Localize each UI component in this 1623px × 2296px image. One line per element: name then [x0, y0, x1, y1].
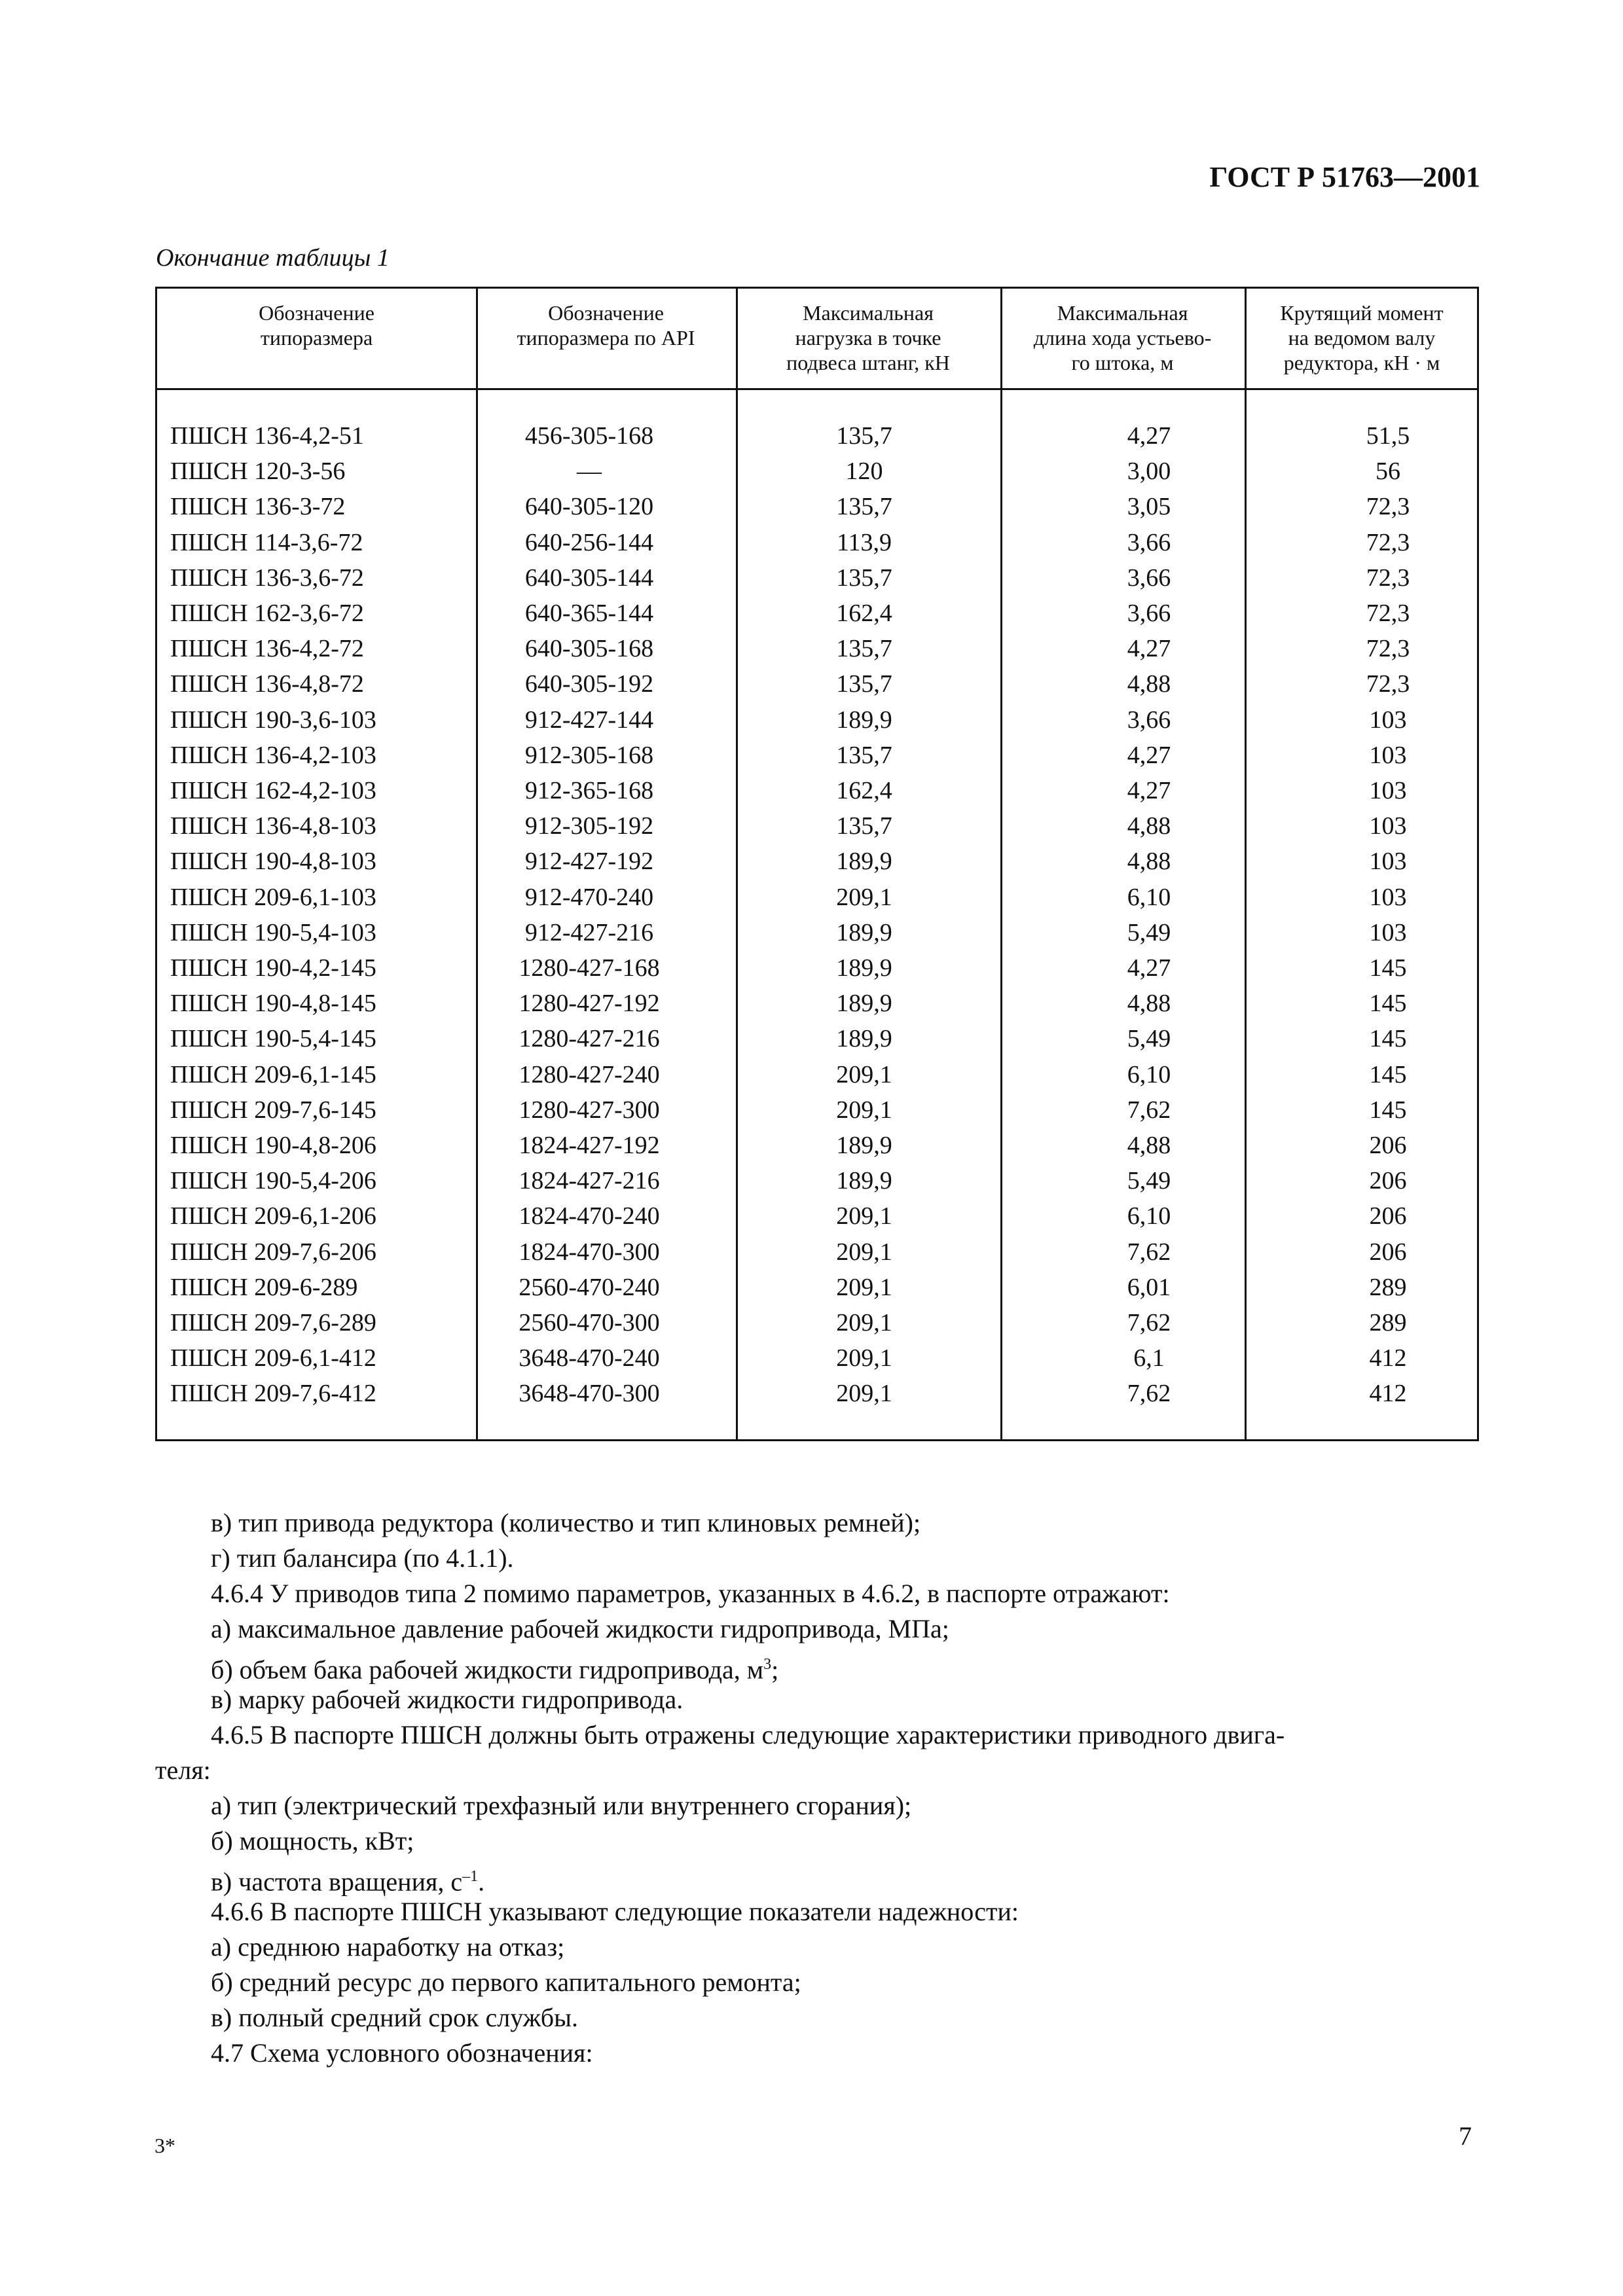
table-cell: 189,9	[836, 990, 892, 1018]
table-row	[157, 773, 1477, 808]
table-row	[157, 950, 1477, 986]
table-cell: ПШСН 136-4,2-72	[170, 635, 364, 663]
table-row	[157, 1057, 1477, 1092]
table-cell: 103	[1369, 706, 1407, 734]
table-cell: 6,1	[1133, 1344, 1165, 1372]
table-cell: 1280-427-300	[519, 1096, 660, 1124]
table-cell: ПШСН 162-4,2-103	[170, 777, 376, 804]
table-cell: 135,7	[836, 564, 892, 592]
paragraph: теля:	[155, 1755, 211, 1785]
table-cell: 5,49	[1127, 1025, 1171, 1053]
table-cell: 3,05	[1127, 493, 1171, 521]
table-cell: 72,3	[1366, 564, 1410, 592]
table-cell: 3648-470-240	[519, 1344, 660, 1372]
table-cell: 4,27	[1127, 954, 1171, 982]
table-row	[157, 1163, 1477, 1198]
paragraph: 4.6.4 У приводов типа 2 помимо параметров, указанных в 4.6.2, в паспорте отражают:	[211, 1579, 1170, 1608]
table-cell: ПШСН 120-3-56	[170, 457, 346, 486]
table-cell: 189,9	[836, 848, 892, 876]
table-row	[157, 1198, 1477, 1234]
table-cell: 206	[1369, 1167, 1407, 1195]
header-cell: Максимальная нагрузка в точке подвеса штанг, кН	[786, 301, 950, 374]
header-cell: Крутящий момент на ведомом валу редуктора, кН · м	[1280, 301, 1444, 374]
table-cell: 4,27	[1127, 422, 1171, 450]
paragraph: в) марку рабочей жидкости гидропривода.	[211, 1685, 684, 1714]
paragraph: б) средний ресурс до первого капитального ремонта;	[211, 1967, 801, 1997]
table-cell: 6,10	[1127, 883, 1171, 911]
table-cell: 72,3	[1366, 635, 1410, 663]
table-cell: ПШСН 190-4,8-145	[170, 990, 376, 1018]
superscript: 3	[763, 1656, 772, 1673]
table-cell: ПШСН 190-5,4-206	[170, 1167, 376, 1195]
table-row	[157, 1305, 1477, 1340]
paragraph-text: в) частота вращения, с	[211, 1867, 463, 1897]
table-cell: 103	[1369, 777, 1407, 804]
table-row	[157, 666, 1477, 702]
table-cell: ПШСН 136-4,2-51	[170, 422, 364, 450]
table-cell: 1824-427-216	[519, 1167, 660, 1195]
table-cell: 56	[1376, 457, 1400, 486]
table-cell: 189,9	[836, 1167, 892, 1195]
table-cell: 456-305-168	[524, 422, 654, 450]
table-cell: 3648-470-300	[519, 1380, 660, 1408]
table-cell: 209,1	[836, 1096, 892, 1124]
table-cell: 189,9	[836, 1025, 892, 1053]
table-cell: 103	[1369, 918, 1407, 946]
table-cell: 4,88	[1127, 812, 1171, 840]
table-cell: ПШСН 209-6,1-412	[170, 1344, 376, 1372]
table-cell: 289	[1369, 1273, 1407, 1301]
table-cell: 113,9	[836, 528, 892, 556]
table-cell: 1824-427-192	[519, 1132, 660, 1159]
superscript: –1	[462, 1868, 479, 1885]
table-cell: ПШСН 136-3-72	[170, 493, 346, 521]
table-cell: 135,7	[836, 493, 892, 521]
header-cell: Максимальная длина хода устьево- го штока, м	[1033, 301, 1212, 374]
table-cell: 206	[1369, 1132, 1407, 1159]
table-row	[157, 489, 1477, 524]
paragraph: в) тип привода редуктора (количество и тип клиновых ремней);	[211, 1508, 921, 1537]
header-cell: Обозначение типоразмера	[259, 301, 374, 350]
table-cell: 912-427-144	[524, 706, 654, 734]
table-cell: 4,88	[1127, 1132, 1171, 1159]
table-cell: ПШСН 209-6,1-206	[170, 1202, 376, 1230]
table-cell: ПШСН 190-3,6-103	[170, 706, 376, 734]
table-cell: ПШСН 136-3,6-72	[170, 564, 364, 592]
table-cell: 209,1	[836, 1238, 892, 1266]
table-cell: 162,4	[836, 600, 892, 627]
table-row	[157, 808, 1477, 844]
table-cell: 135,7	[836, 635, 892, 663]
paragraph: 4.6.5 В паспорте ПШСН должны быть отражены следующие характеристики приводного двига-	[211, 1720, 1285, 1749]
table-cell: 206	[1369, 1238, 1407, 1266]
table-cell: ПШСН 136-4,2-103	[170, 741, 376, 769]
table-cell: 135,7	[836, 812, 892, 840]
table-cell: ПШСН 209-6,1-103	[170, 883, 376, 911]
table-cell: 103	[1369, 848, 1407, 876]
header-cell: Обозначение типоразмера по API	[517, 301, 695, 350]
table-cell: 640-305-168	[524, 635, 654, 663]
table-cell: 912-470-240	[524, 883, 654, 911]
table-cell: ПШСН 209-7,6-206	[170, 1238, 376, 1266]
table-cell: ПШСН 190-5,4-145	[170, 1025, 376, 1053]
table-cell: ПШСН 209-7,6-412	[170, 1380, 376, 1408]
table-cell: ПШСН 114-3,6-72	[170, 528, 363, 556]
table-cell: 7,62	[1127, 1238, 1171, 1266]
table-cell: 7,62	[1127, 1096, 1171, 1124]
table-row	[157, 596, 1477, 631]
table-cell: 4,27	[1127, 777, 1171, 804]
table-row	[157, 1270, 1477, 1305]
table-row	[157, 880, 1477, 915]
table-cell: 3,66	[1127, 528, 1171, 556]
table-cell: 1824-470-300	[519, 1238, 660, 1266]
table-cell: 5,49	[1127, 918, 1171, 946]
table-cell: 4,88	[1127, 990, 1171, 1018]
table-header	[157, 289, 1477, 390]
table-cell: 189,9	[836, 1132, 892, 1159]
table-cell: ПШСН 209-6-289	[170, 1273, 358, 1301]
table-cell: ПШСН 209-6,1-145	[170, 1060, 376, 1088]
sheet-mark: 3*	[155, 2134, 175, 2157]
paragraph	[211, 1647, 778, 1687]
table-cell: 912-427-192	[524, 848, 654, 876]
table-cell: 72,3	[1366, 493, 1410, 521]
table-cell: 103	[1369, 812, 1407, 840]
table-cell: 412	[1369, 1380, 1407, 1408]
table-cell: 5,49	[1127, 1167, 1171, 1195]
data-table	[155, 287, 1479, 1441]
table-cell: 1280-427-216	[519, 1025, 660, 1053]
table-row	[157, 560, 1477, 596]
table-cell: 209,1	[836, 1273, 892, 1301]
table-cell: 1824-470-240	[519, 1202, 660, 1230]
table-cell: 189,9	[836, 954, 892, 982]
table-cell: 145	[1369, 1060, 1407, 1088]
table-cell: 4,27	[1127, 741, 1171, 769]
table-cell: 1280-427-192	[519, 990, 660, 1018]
table-cell: 640-305-192	[524, 670, 654, 698]
table-cell: 145	[1369, 1025, 1407, 1053]
table-cell: 912-305-192	[524, 812, 654, 840]
table-cell: 912-305-168	[524, 741, 654, 769]
table-cell: 640-256-144	[524, 528, 654, 556]
paragraph-end: ;	[771, 1655, 779, 1685]
table-row	[157, 1376, 1477, 1411]
table-cell: 72,3	[1366, 528, 1410, 556]
table-cell: 209,1	[836, 883, 892, 911]
table-cell: 103	[1369, 741, 1407, 769]
paragraph: в) полный средний срок службы.	[211, 2003, 578, 2032]
table-cell: 912-427-216	[524, 918, 654, 946]
doc-code: ГОСТ Р 51763—2001	[1209, 161, 1480, 193]
table-cell: ПШСН 190-4,2-145	[170, 954, 376, 982]
table-cell: 640-305-144	[524, 564, 654, 592]
table-cell: 135,7	[836, 741, 892, 769]
paragraph: а) среднюю наработку на отказ;	[211, 1932, 565, 1962]
table-cell: 912-365-168	[524, 777, 654, 804]
table-row	[157, 702, 1477, 738]
table-cell: 4,27	[1127, 635, 1171, 663]
table-row	[157, 418, 1477, 454]
table-row	[157, 1340, 1477, 1376]
table-row	[157, 1092, 1477, 1128]
paragraph-end: .	[478, 1867, 485, 1897]
page-number: 7	[1459, 2121, 1472, 2151]
table-cell: 162,4	[836, 777, 892, 804]
table-cell: 145	[1369, 990, 1407, 1018]
table-cell: 209,1	[836, 1060, 892, 1088]
table-cell: —	[577, 457, 602, 486]
table-cell: 412	[1369, 1344, 1407, 1372]
paragraph: 4.7 Схема условного обозначения:	[211, 2038, 593, 2068]
table-cell: 72,3	[1366, 670, 1410, 698]
table-cell: 72,3	[1366, 600, 1410, 627]
paragraph: б) мощность, кВт;	[211, 1826, 414, 1856]
table-cell: ПШСН 209-7,6-289	[170, 1309, 376, 1336]
table-cell: 1280-427-240	[519, 1060, 660, 1088]
table-cell: 3,66	[1127, 564, 1171, 592]
table-cell: 640-365-144	[524, 600, 654, 627]
table-cell: 3,66	[1127, 706, 1171, 734]
paragraph: 4.6.6 В паспорте ПШСН указывают следующие показатели надежности:	[211, 1897, 1019, 1926]
table-cell: ПШСН 190-4,8-103	[170, 848, 376, 876]
table-caption: Окончание таблицы 1	[156, 244, 390, 272]
table-cell: 640-305-120	[524, 493, 654, 521]
table-cell: 3,00	[1127, 457, 1171, 486]
table-row	[157, 1021, 1477, 1056]
table-row	[157, 738, 1477, 773]
table-cell: 135,7	[836, 422, 892, 450]
table-row	[157, 1234, 1477, 1270]
table-cell: 145	[1369, 954, 1407, 982]
table-row	[157, 525, 1477, 560]
table-cell: 120	[845, 457, 883, 486]
table-row	[157, 631, 1477, 666]
table-cell: 6,01	[1127, 1273, 1171, 1301]
table-cell: 51,5	[1366, 422, 1410, 450]
table-row	[157, 454, 1477, 489]
table-cell: 189,9	[836, 706, 892, 734]
table-cell: 145	[1369, 1096, 1407, 1124]
table-cell: ПШСН 162-3,6-72	[170, 600, 364, 627]
table-cell: 209,1	[836, 1309, 892, 1336]
paragraph	[211, 1859, 484, 1899]
table-cell: 6,10	[1127, 1060, 1171, 1088]
table-cell: ПШСН 136-4,8-103	[170, 812, 376, 840]
table-cell: 2560-470-300	[519, 1309, 660, 1336]
table-cell: ПШСН 190-5,4-103	[170, 918, 376, 946]
table-cell: ПШСН 209-7,6-145	[170, 1096, 376, 1124]
table-cell: 7,62	[1127, 1309, 1171, 1336]
table-cell: ПШСН 190-4,8-206	[170, 1132, 376, 1159]
table-cell: 2560-470-240	[519, 1273, 660, 1301]
table-row	[157, 986, 1477, 1021]
table-cell: 6,10	[1127, 1202, 1171, 1230]
table-cell: 3,66	[1127, 600, 1171, 627]
table-row	[157, 1128, 1477, 1163]
table-cell: 135,7	[836, 670, 892, 698]
table-row	[157, 915, 1477, 950]
paragraph: а) тип (электрический трехфазный или внутреннего сгорания);	[211, 1791, 912, 1820]
paragraph: г) тип балансира (по 4.1.1).	[211, 1543, 514, 1573]
table-cell: 7,62	[1127, 1380, 1171, 1408]
table-cell: ПШСН 136-4,8-72	[170, 670, 364, 698]
table-cell: 1280-427-168	[519, 954, 660, 982]
paragraph: а) максимальное давление рабочей жидкости гидропривода, МПа;	[211, 1614, 949, 1643]
table-cell: 4,88	[1127, 848, 1171, 876]
table-cell: 103	[1369, 883, 1407, 911]
table-cell: 4,88	[1127, 670, 1171, 698]
table-cell: 189,9	[836, 918, 892, 946]
table-cell: 289	[1369, 1309, 1407, 1336]
table-cell: 209,1	[836, 1344, 892, 1372]
table-cell: 209,1	[836, 1380, 892, 1408]
table-cell: 206	[1369, 1202, 1407, 1230]
table-row	[157, 844, 1477, 879]
table-cell: 209,1	[836, 1202, 892, 1230]
paragraph-text: б) объем бака рабочей жидкости гидропривода, м	[211, 1655, 764, 1685]
